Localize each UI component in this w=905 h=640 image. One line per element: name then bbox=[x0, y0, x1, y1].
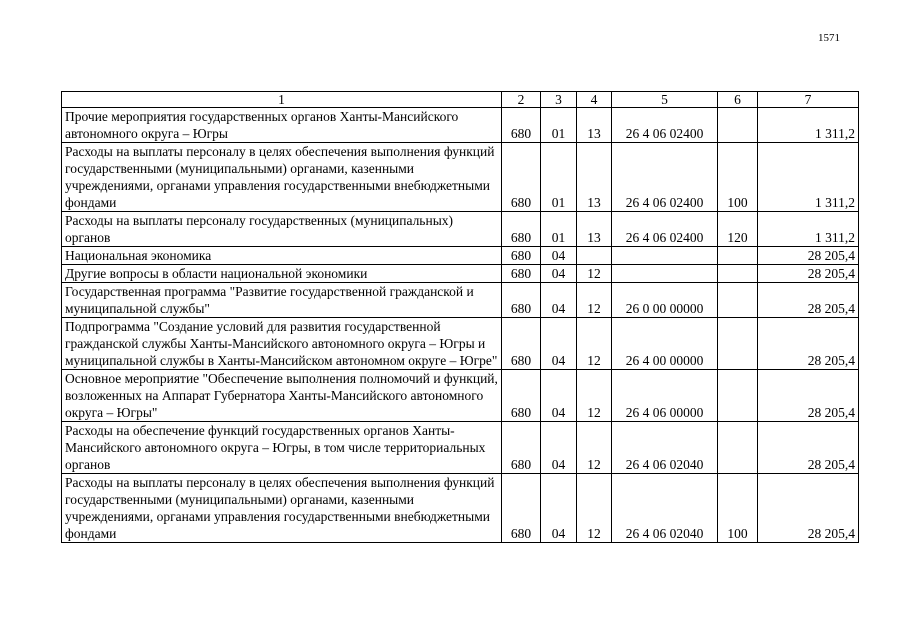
expense-type-cell: 100 bbox=[718, 474, 758, 543]
section-code-cell: 04 bbox=[541, 265, 577, 283]
subsection-code-cell bbox=[577, 247, 612, 265]
ministry-code-cell: 680 bbox=[502, 212, 541, 247]
expense-type-cell: 100 bbox=[718, 143, 758, 212]
section-code-cell: 04 bbox=[541, 247, 577, 265]
subsection-code-cell: 12 bbox=[577, 370, 612, 422]
expense-name-cell: Подпрограмма "Создание условий для развития государственной гражданской службы Ханты-Мансийского автономного округа – Югры и муниципальной службы в Ханты-Мансийском автономном округе – Югре" bbox=[62, 318, 502, 370]
column-header: 6 bbox=[718, 92, 758, 108]
subsection-code-cell: 12 bbox=[577, 318, 612, 370]
subsection-code-cell: 12 bbox=[577, 265, 612, 283]
expense-name-cell: Государственная программа "Развитие государственной гражданской и муниципальной службы" bbox=[62, 283, 502, 318]
expense-name-cell: Расходы на выплаты персоналу в целях обеспечения выполнения функций государственными (муниципальными) органами, казенными учреждениями, органами управления государственными внебюджетными фондами bbox=[62, 143, 502, 212]
target-article-cell bbox=[612, 265, 718, 283]
target-article-cell: 26 4 06 02040 bbox=[612, 474, 718, 543]
column-header: 2 bbox=[502, 92, 541, 108]
ministry-code-cell: 680 bbox=[502, 108, 541, 143]
subsection-code-cell: 13 bbox=[577, 143, 612, 212]
column-header: 4 bbox=[577, 92, 612, 108]
amount-cell: 1 311,2 bbox=[758, 212, 859, 247]
amount-cell: 1 311,2 bbox=[758, 143, 859, 212]
table-row bbox=[62, 265, 859, 283]
expense-type-cell bbox=[718, 422, 758, 474]
amount-cell: 1 311,2 bbox=[758, 108, 859, 143]
table-row bbox=[62, 283, 859, 318]
expense-name-cell: Расходы на выплаты персоналу в целях обеспечения выполнения функций государственными (муниципальными) органами, казенными учреждениями, органами управления государственными внебюджетными фондами bbox=[62, 474, 502, 543]
expense-name-cell: Национальная экономика bbox=[62, 247, 502, 265]
expense-type-cell bbox=[718, 318, 758, 370]
subsection-code-cell: 13 bbox=[577, 212, 612, 247]
table-row bbox=[62, 370, 859, 422]
table-row bbox=[62, 247, 859, 265]
target-article-cell: 26 4 06 02400 bbox=[612, 108, 718, 143]
target-article-cell: 26 4 06 02400 bbox=[612, 143, 718, 212]
column-number-header-row bbox=[62, 92, 859, 108]
section-code-cell: 01 bbox=[541, 212, 577, 247]
table-row bbox=[62, 212, 859, 247]
table-row bbox=[62, 108, 859, 143]
subsection-code-cell: 12 bbox=[577, 283, 612, 318]
ministry-code-cell: 680 bbox=[502, 474, 541, 543]
expense-name-cell: Расходы на обеспечение функций государственных органов Ханты-Мансийского автономного округа – Югры, в том числе территориальных органов bbox=[62, 422, 502, 474]
page-number: 1571 bbox=[818, 32, 840, 44]
section-code-cell: 04 bbox=[541, 318, 577, 370]
column-header: 1 bbox=[62, 92, 502, 108]
target-article-cell: 26 4 06 02040 bbox=[612, 422, 718, 474]
table-row bbox=[62, 474, 859, 543]
target-article-cell bbox=[612, 247, 718, 265]
table-row bbox=[62, 422, 859, 474]
budget-table bbox=[61, 91, 859, 543]
section-code-cell: 04 bbox=[541, 474, 577, 543]
amount-cell: 28 205,4 bbox=[758, 318, 859, 370]
ministry-code-cell: 680 bbox=[502, 318, 541, 370]
amount-cell: 28 205,4 bbox=[758, 265, 859, 283]
expense-name-cell: Основное мероприятие "Обеспечение выполнения полномочий и функций, возложенных на Аппарат Губернатора Ханты-Мансийского автономного округа – Югры" bbox=[62, 370, 502, 422]
expense-name-cell: Прочие мероприятия государственных органов Ханты-Мансийского автономного округа – Югры bbox=[62, 108, 502, 143]
column-header: 5 bbox=[612, 92, 718, 108]
target-article-cell: 26 4 06 00000 bbox=[612, 370, 718, 422]
expense-type-cell bbox=[718, 265, 758, 283]
section-code-cell: 01 bbox=[541, 108, 577, 143]
section-code-cell: 04 bbox=[541, 283, 577, 318]
ministry-code-cell: 680 bbox=[502, 143, 541, 212]
table-row bbox=[62, 143, 859, 212]
expense-type-cell bbox=[718, 370, 758, 422]
section-code-cell: 04 bbox=[541, 422, 577, 474]
target-article-cell: 26 4 06 02400 bbox=[612, 212, 718, 247]
expense-type-cell bbox=[718, 247, 758, 265]
amount-cell: 28 205,4 bbox=[758, 422, 859, 474]
section-code-cell: 01 bbox=[541, 143, 577, 212]
ministry-code-cell: 680 bbox=[502, 422, 541, 474]
subsection-code-cell: 12 bbox=[577, 422, 612, 474]
amount-cell: 28 205,4 bbox=[758, 474, 859, 543]
target-article-cell: 26 4 00 00000 bbox=[612, 318, 718, 370]
expense-type-cell: 120 bbox=[718, 212, 758, 247]
table-row bbox=[62, 318, 859, 370]
ministry-code-cell: 680 bbox=[502, 265, 541, 283]
amount-cell: 28 205,4 bbox=[758, 283, 859, 318]
column-header: 7 bbox=[758, 92, 859, 108]
ministry-code-cell: 680 bbox=[502, 247, 541, 265]
expense-name-cell: Другие вопросы в области национальной экономики bbox=[62, 265, 502, 283]
amount-cell: 28 205,4 bbox=[758, 370, 859, 422]
expense-name-cell: Расходы на выплаты персоналу государственных (муниципальных) органов bbox=[62, 212, 502, 247]
ministry-code-cell: 680 bbox=[502, 370, 541, 422]
subsection-code-cell: 13 bbox=[577, 108, 612, 143]
ministry-code-cell: 680 bbox=[502, 283, 541, 318]
column-header: 3 bbox=[541, 92, 577, 108]
expense-type-cell bbox=[718, 283, 758, 318]
target-article-cell: 26 0 00 00000 bbox=[612, 283, 718, 318]
amount-cell: 28 205,4 bbox=[758, 247, 859, 265]
expense-type-cell bbox=[718, 108, 758, 143]
subsection-code-cell: 12 bbox=[577, 474, 612, 543]
section-code-cell: 04 bbox=[541, 370, 577, 422]
